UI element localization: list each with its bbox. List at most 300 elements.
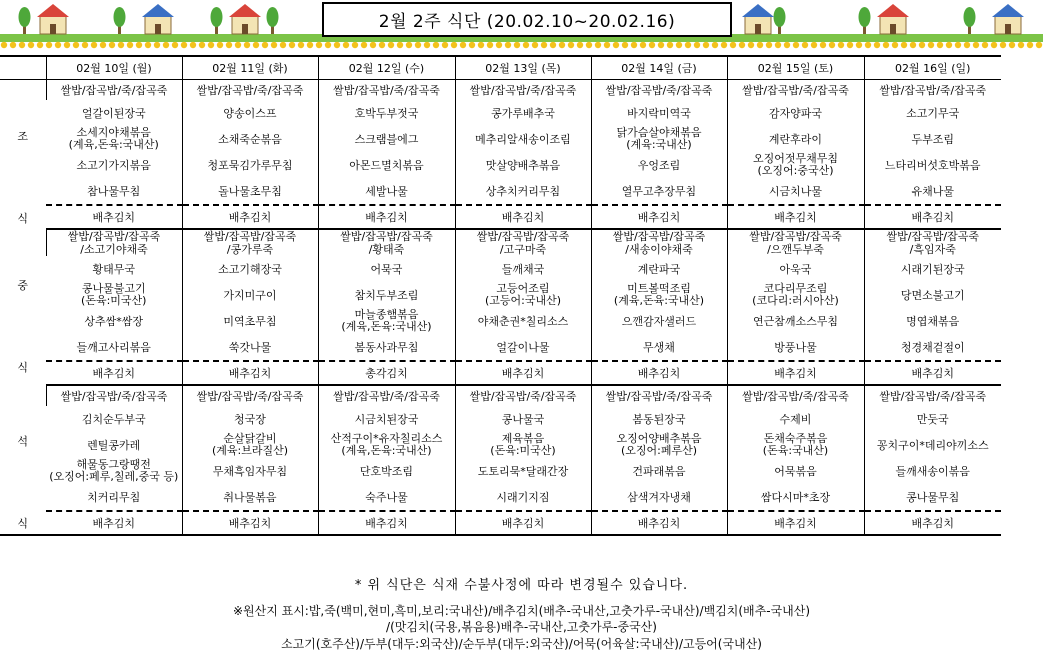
flower-icon xyxy=(289,42,295,48)
flower-icon xyxy=(811,42,817,48)
lunch-row xyxy=(0,282,1001,308)
menu-item: 어묵볶음 xyxy=(727,458,864,484)
menu-item: 쌀밥/잡곡밥/죽/잡곡죽 xyxy=(864,80,1001,101)
house-door-icon xyxy=(755,24,761,34)
menu-item: 양송이스프 xyxy=(182,100,318,126)
menu-item: 참치두부조림 xyxy=(318,282,455,308)
flower-icon xyxy=(676,42,682,48)
flower-icon xyxy=(793,42,799,48)
flower-icon xyxy=(415,42,421,48)
flower-icon xyxy=(820,42,826,48)
flower-icon xyxy=(343,42,349,48)
lunch-label xyxy=(0,229,46,385)
flower-icon xyxy=(424,42,430,48)
menu-item: 순살닭갈비 (계육:브라질산) xyxy=(182,432,318,458)
menu-item: 해물동그랑땡전 (오징어:페루,칠레,중국 등) xyxy=(49,458,179,483)
menu-item: 쌀밥/잡곡밥/죽/잡곡죽 xyxy=(591,80,727,101)
menu-item: 명엽채볶음 xyxy=(864,308,1001,334)
menu-item: 배추김치 xyxy=(455,511,591,535)
flower-icon xyxy=(829,42,835,48)
menu-item: 무채흑임자무침 xyxy=(182,458,318,484)
flower-icon xyxy=(703,42,709,48)
flower-icon xyxy=(757,42,763,48)
flower-icon xyxy=(271,42,277,48)
menu-item: 쌀밥/잡곡밥/죽/잡곡죽 xyxy=(318,80,455,101)
tree-icon xyxy=(267,7,279,27)
flower-icon xyxy=(613,42,619,48)
menu-item: 소고기무국 xyxy=(864,100,1001,126)
flower-icon xyxy=(163,42,169,48)
day-header: 02월 12일 (수) xyxy=(318,56,455,80)
menu-item: 당면소불고기 xyxy=(864,282,1001,308)
flower-icon xyxy=(910,42,916,48)
menu-item: 봄동된장국 xyxy=(591,406,727,432)
house-roof-icon xyxy=(877,4,909,17)
house-door-icon xyxy=(1005,24,1011,34)
menu-item: 배추김치 xyxy=(182,205,318,229)
day-header: 02월 14일 (금) xyxy=(591,56,727,80)
menu-item: 꽁치구이*데리야끼소스 xyxy=(864,432,1001,458)
flower-icon xyxy=(226,42,232,48)
day-header: 02월 11일 (화) xyxy=(182,56,318,80)
tree-icon xyxy=(114,7,126,27)
menu-item: 숙주나물 xyxy=(318,484,455,511)
menu-item: 배추김치 xyxy=(46,511,182,535)
menu-item: 배추김치 xyxy=(864,361,1001,385)
menu-item: 쌀밥/잡곡밥/죽/잡곡죽 xyxy=(318,385,455,406)
menu-item: 쌀밥/잡곡밥/잡곡죽 /으깬두부죽 xyxy=(727,229,864,256)
flower-icon xyxy=(100,42,106,48)
house-roof-icon xyxy=(742,4,774,17)
menu-table xyxy=(0,55,1001,536)
flower-icon xyxy=(460,42,466,48)
tree-icon xyxy=(211,7,223,27)
menu-item: 배추김치 xyxy=(727,361,864,385)
menu-item: 두부조림 xyxy=(864,126,1001,152)
lunch-row xyxy=(0,308,1001,334)
flower-icon xyxy=(748,42,754,48)
flower-icon xyxy=(892,42,898,48)
flower-icon xyxy=(262,42,268,48)
flower-icon xyxy=(109,42,115,48)
flower-icon xyxy=(739,42,745,48)
flower-icon xyxy=(568,42,574,48)
menu-item: 바지락미역국 xyxy=(591,100,727,126)
breakfast-row xyxy=(0,178,1001,205)
menu-item: 배추김치 xyxy=(46,361,182,385)
menu-item: 마늘종햄볶음 (계육,돈육:국내산) xyxy=(318,308,455,334)
menu-item: 돌나물초무침 xyxy=(182,178,318,205)
dinner-row xyxy=(0,511,1001,535)
menu-item: 김치순두부국 xyxy=(81,412,146,426)
flower-icon xyxy=(901,42,907,48)
flower-icon xyxy=(127,42,133,48)
menu-item: 세발나물 xyxy=(318,178,455,205)
tree-icon xyxy=(19,7,31,27)
flower-icon xyxy=(991,42,997,48)
menu-item: 소세지야채볶음 (계육,돈육:국내산) xyxy=(68,126,159,151)
flower-icon xyxy=(298,42,304,48)
menu-item: 쌀밥/잡곡밥/잡곡죽 /황태죽 xyxy=(318,229,455,256)
dinner-row xyxy=(0,484,1001,511)
flower-icon xyxy=(208,42,214,48)
flower-icon xyxy=(82,42,88,48)
menu-item: 쌀밥/잡곡밥/잡곡죽 /새송이야채죽 xyxy=(591,229,727,256)
flower-icon xyxy=(982,42,988,48)
menu-item: 아몬드멸치볶음 xyxy=(318,152,455,178)
menu-item: 배추김치 xyxy=(182,511,318,535)
menu-item: 도토리묵*달래간장 xyxy=(455,458,591,484)
menu-item: 배추김치 xyxy=(864,511,1001,535)
menu-item: 쌀밥/잡곡밥/죽/잡곡죽 xyxy=(182,80,318,101)
house-door-icon xyxy=(242,24,248,34)
flower-icon xyxy=(19,42,25,48)
menu-item: 제육볶음 (돈육:미국산) xyxy=(455,432,591,458)
menu-item: 만둣국 xyxy=(864,406,1001,432)
breakfast-row xyxy=(0,126,1001,152)
flower-icon xyxy=(937,42,943,48)
flower-icon xyxy=(478,42,484,48)
flower-icon xyxy=(604,42,610,48)
menu-item: 어묵국 xyxy=(318,256,455,282)
flower-icon xyxy=(523,42,529,48)
menu-item: 건파래볶음 xyxy=(591,458,727,484)
menu-item: 배추김치 xyxy=(46,205,182,229)
menu-item: 쌀밥/잡곡밥/죽/잡곡죽 xyxy=(455,80,591,101)
flower-icon xyxy=(496,42,502,48)
menu-item: 쌀밥/잡곡밥/잡곡죽 /소고기야채죽 xyxy=(46,229,182,256)
menu-item: 콩나물무침 xyxy=(864,484,1001,511)
menu-item: 쌀밥/잡곡밥/죽/잡곡죽 xyxy=(727,80,864,101)
flower-icon xyxy=(235,42,241,48)
menu-item: 상추쌈*쌈장 xyxy=(84,314,144,328)
menu-item: 열무고추장무침 xyxy=(591,178,727,205)
menu-item: 콩나물국 xyxy=(455,406,591,432)
flower-icon xyxy=(37,42,43,48)
flower-icon xyxy=(91,42,97,48)
flower-icon xyxy=(919,42,925,48)
menu-item: 쌀밥/잡곡밥/잡곡죽 /고구마죽 xyxy=(455,229,591,256)
dinner-row xyxy=(0,406,1001,432)
menu-item: 쌀밥/잡곡밥/죽/잡곡죽 xyxy=(182,385,318,406)
flower-icon xyxy=(199,42,205,48)
flower-icon xyxy=(154,42,160,48)
flower-icon xyxy=(1027,42,1033,48)
flower-icon xyxy=(658,42,664,48)
menu-item: 돈채숙주볶음 (돈육:국내산) xyxy=(727,432,864,458)
flower-icon xyxy=(55,42,61,48)
menu-item: 감자양파국 xyxy=(727,100,864,126)
menu-item: 쌀밥/잡곡밥/죽/잡곡죽 xyxy=(864,385,1001,406)
menu-item: 시금치나물 xyxy=(727,178,864,205)
dinner-row xyxy=(0,432,1001,458)
flower-icon xyxy=(838,42,844,48)
flower-icon xyxy=(541,42,547,48)
menu-item: 배추김치 xyxy=(455,205,591,229)
tree-icon xyxy=(964,7,976,27)
corner-cell xyxy=(0,56,46,80)
menu-item: 메추리알새송이조림 xyxy=(455,126,591,152)
menu-item: 배추김치 xyxy=(727,205,864,229)
breakfast-row xyxy=(0,205,1001,229)
house-roof-icon xyxy=(142,4,174,17)
flower-icon xyxy=(352,42,358,48)
menu-item: 스크램블에그 xyxy=(318,126,455,152)
flower-icon xyxy=(334,42,340,48)
menu-item: 코다리무조림 (코다리:러시아산) xyxy=(727,282,864,308)
menu-item: 얼갈이된장국 xyxy=(81,106,146,120)
menu-item: 렌틸콩카레 xyxy=(87,438,141,452)
menu-item: 우엉조림 xyxy=(591,152,727,178)
flower-icon xyxy=(172,42,178,48)
menu-item: 배추김치 xyxy=(455,361,591,385)
menu-item: 배추김치 xyxy=(591,511,727,535)
menu-item: 오징어양배추볶음 (오징어:페루산) xyxy=(591,432,727,458)
tree-icon xyxy=(859,7,871,27)
dinner-label xyxy=(0,385,46,535)
menu-item: 배추김치 xyxy=(864,205,1001,229)
flower-icon xyxy=(946,42,952,48)
menu-item: 야채춘권*칠리소스 xyxy=(455,308,591,334)
house-door-icon xyxy=(155,24,161,34)
menu-item: 들깨고사리볶음 xyxy=(76,340,151,354)
menu-item: 고등어조림 (고등어:국내산) xyxy=(455,282,591,308)
menu-item: 배추김치 xyxy=(318,205,455,229)
flower-icon xyxy=(316,42,322,48)
menu-item: 유채나물 xyxy=(864,178,1001,205)
menu-item: 쌀밥/잡곡밥/잡곡죽 /흑임자죽 xyxy=(864,229,1001,256)
flower-icon xyxy=(685,42,691,48)
flower-icon xyxy=(469,42,475,48)
menu-item: 시래기지짐 xyxy=(455,484,591,511)
flower-icon xyxy=(46,42,52,48)
flower-icon xyxy=(1,42,7,48)
menu-item: 배추김치 xyxy=(182,361,318,385)
menu-item: 아욱국 xyxy=(727,256,864,282)
flower-icon xyxy=(388,42,394,48)
flower-icon xyxy=(370,42,376,48)
day-header: 02월 15일 (토) xyxy=(727,56,864,80)
flower-icon xyxy=(1000,42,1006,48)
flower-icon xyxy=(766,42,772,48)
flower-icon xyxy=(514,42,520,48)
flower-icon xyxy=(10,42,16,48)
menu-item: 콩가루배추국 xyxy=(455,100,591,126)
flower-icon xyxy=(1009,42,1015,48)
lunch-row xyxy=(0,334,1001,361)
meal-label-bottom: 식 xyxy=(17,212,29,225)
flower-icon xyxy=(712,42,718,48)
flower-icon xyxy=(847,42,853,48)
flower-icon xyxy=(64,42,70,48)
flower-icon xyxy=(118,42,124,48)
flower-icon xyxy=(28,42,34,48)
flower-icon xyxy=(442,42,448,48)
flower-icon xyxy=(307,42,313,48)
flower-icon xyxy=(406,42,412,48)
menu-item: 상추치커리무침 xyxy=(455,178,591,205)
house-door-icon xyxy=(890,24,896,34)
flower-icon xyxy=(190,42,196,48)
flower-icon xyxy=(532,42,538,48)
flower-icon xyxy=(928,42,934,48)
tree-icon xyxy=(774,7,786,27)
flower-icon xyxy=(640,42,646,48)
meal-label-bottom: 식 xyxy=(17,361,29,374)
flower-icon xyxy=(550,42,556,48)
day-header: 02월 13일 (목) xyxy=(455,56,591,80)
menu-item: 총각김치 xyxy=(318,361,455,385)
meal-label-bottom: 식 xyxy=(17,517,29,530)
flower-icon xyxy=(181,42,187,48)
lunch-row xyxy=(0,361,1001,385)
menu-item: 으깬감자샐러드 xyxy=(591,308,727,334)
menu-item: 쌀밥/잡곡밥/죽/잡곡죽 xyxy=(591,385,727,406)
menu-item: 소고기가지볶음 xyxy=(76,158,151,172)
flower-icon xyxy=(865,42,871,48)
menu-item: 삼색겨자냉채 xyxy=(591,484,727,511)
change-notice: * 위 식단은 식재 수불사정에 따라 변경될수 있습니다. xyxy=(354,578,689,593)
menu-item: 들깨새송이볶음 xyxy=(864,458,1001,484)
menu-item: 가지미구이 xyxy=(182,282,318,308)
meal-label-top: 중 xyxy=(17,279,29,292)
flower-icon xyxy=(217,42,223,48)
menu-item: 쌀밥/잡곡밥/죽/잡곡죽 xyxy=(46,385,182,406)
menu-item: 청경채겉절이 xyxy=(864,334,1001,361)
menu-item: 계란파국 xyxy=(591,256,727,282)
menu-item: 청포묵김가루무침 xyxy=(182,152,318,178)
menu-item: 맛살양배추볶음 xyxy=(455,152,591,178)
flower-icon xyxy=(802,42,808,48)
flower-icon xyxy=(595,42,601,48)
menu-item: 배추김치 xyxy=(318,511,455,535)
house-roof-icon xyxy=(37,4,69,17)
breakfast-row xyxy=(0,80,1001,101)
lunch-row xyxy=(0,229,1001,256)
breakfast-label xyxy=(0,80,46,230)
menu-item: 배추김치 xyxy=(591,361,727,385)
menu-item: 청국장 xyxy=(182,406,318,432)
flower-icon xyxy=(379,42,385,48)
menu-item: 미트볼떡조림 (계육,돈육:국내산) xyxy=(591,282,727,308)
flower-icon xyxy=(1036,42,1042,48)
menu-item: 황태무국 xyxy=(92,262,135,276)
menu-item: 산적구이*유자칠리소스 (계육,돈육:국내산) xyxy=(318,432,455,458)
menu-item: 참나물무침 xyxy=(87,184,141,198)
flower-icon xyxy=(973,42,979,48)
menu-item: 쌈다시마*초장 xyxy=(727,484,864,511)
menu-item: 쌀밥/잡곡밥/잡곡죽 /콩가루죽 xyxy=(182,229,318,256)
flower-icon xyxy=(856,42,862,48)
flower-icon xyxy=(487,42,493,48)
menu-item: 배추김치 xyxy=(591,205,727,229)
flower-icon xyxy=(325,42,331,48)
flower-icon xyxy=(730,42,736,48)
menu-item: 콩나물불고기 (돈육:미국산) xyxy=(81,282,147,307)
menu-item: 시래기된장국 xyxy=(864,256,1001,282)
menu-item: 수제비 xyxy=(727,406,864,432)
house-roof-icon xyxy=(229,4,261,17)
day-header-row xyxy=(0,56,1001,80)
menu-item: 쌀밥/잡곡밥/죽/잡곡죽 xyxy=(727,385,864,406)
menu-item: 연근참깨소스무침 xyxy=(727,308,864,334)
flower-icon xyxy=(280,42,286,48)
menu-item: 시금치된장국 xyxy=(318,406,455,432)
flower-icon xyxy=(253,42,259,48)
day-header: 02월 16일 (일) xyxy=(864,56,1001,80)
flower-icon xyxy=(433,42,439,48)
flower-icon xyxy=(784,42,790,48)
page-title: 2월 2주 식단 (20.02.10~20.02.16) xyxy=(322,2,732,37)
flower-icon xyxy=(775,42,781,48)
breakfast-row xyxy=(0,100,1001,126)
house-door-icon xyxy=(50,24,56,34)
menu-item: 배추김치 xyxy=(727,511,864,535)
flower-icon xyxy=(586,42,592,48)
menu-item: 오징어젓무채무침 (오징어:중국산) xyxy=(727,152,864,178)
menu-item: 취나물볶음 xyxy=(182,484,318,511)
origin-notice-line-1: ※원산지 표시:밥,죽(백미,현미,흑미,보리:국내산)/배추김치(배추-국내산,고춧가루-국내산)/백김치(배추-국내산) xyxy=(232,604,811,618)
menu-item: 봄동사과무침 xyxy=(318,334,455,361)
origin-notice-line-3: 소고기(호주산)/두부(대두:외국산)/순두부(대두:외국산)/어묵(어육살:국내산)/고등어(국내산) xyxy=(281,637,762,651)
flower-icon xyxy=(667,42,673,48)
menu-item: 미역초무침 xyxy=(182,308,318,334)
menu-item: 얼갈이나물 xyxy=(455,334,591,361)
menu-item: 방풍나물 xyxy=(727,334,864,361)
origin-notice-line-2: /(맛김치(국용,볶음용)배추-국내산,고춧가루-중국산) xyxy=(386,620,657,634)
menu-item: 계란후라이 xyxy=(727,126,864,152)
menu-item: 호박두부젓국 xyxy=(318,100,455,126)
menu-item: 소고기해장국 xyxy=(182,256,318,282)
house-roof-icon xyxy=(992,4,1024,17)
menu-item: 쑥갓나물 xyxy=(182,334,318,361)
flower-icon xyxy=(883,42,889,48)
flower-icon xyxy=(361,42,367,48)
dinner-row xyxy=(0,458,1001,484)
flower-icon xyxy=(955,42,961,48)
menu-item: 쌀밥/잡곡밥/죽/잡곡죽 xyxy=(455,385,591,406)
flower-icon xyxy=(397,42,403,48)
dinner-row xyxy=(0,385,1001,406)
flower-icon xyxy=(964,42,970,48)
day-header: 02월 10일 (월) xyxy=(46,56,182,80)
flower-icon xyxy=(559,42,565,48)
menu-item: 소채죽순볶음 xyxy=(182,126,318,152)
flower-icon xyxy=(244,42,250,48)
menu-item: 느타리버섯호박볶음 xyxy=(864,152,1001,178)
flower-icon xyxy=(874,42,880,48)
flower-icon xyxy=(1018,42,1024,48)
flower-icon xyxy=(451,42,457,48)
menu-item: 무생채 xyxy=(591,334,727,361)
flower-icon xyxy=(145,42,151,48)
menu-item: 쌀밥/잡곡밥/죽/잡곡죽 xyxy=(46,80,182,101)
flower-icon xyxy=(649,42,655,48)
flower-icon xyxy=(136,42,142,48)
flower-icon xyxy=(73,42,79,48)
menu-item: 단호박조림 xyxy=(318,458,455,484)
menu-item: 들깨채국 xyxy=(455,256,591,282)
flower-icon xyxy=(721,42,727,48)
menu-item: 치커리무침 xyxy=(87,490,141,504)
flower-icon xyxy=(505,42,511,48)
breakfast-row xyxy=(0,152,1001,178)
flower-icon xyxy=(577,42,583,48)
flower-icon xyxy=(622,42,628,48)
meal-label-top: 조 xyxy=(17,130,29,143)
menu-item: 닭가슴살야채볶음 (계육:국내산) xyxy=(591,126,727,152)
flower-icon xyxy=(631,42,637,48)
